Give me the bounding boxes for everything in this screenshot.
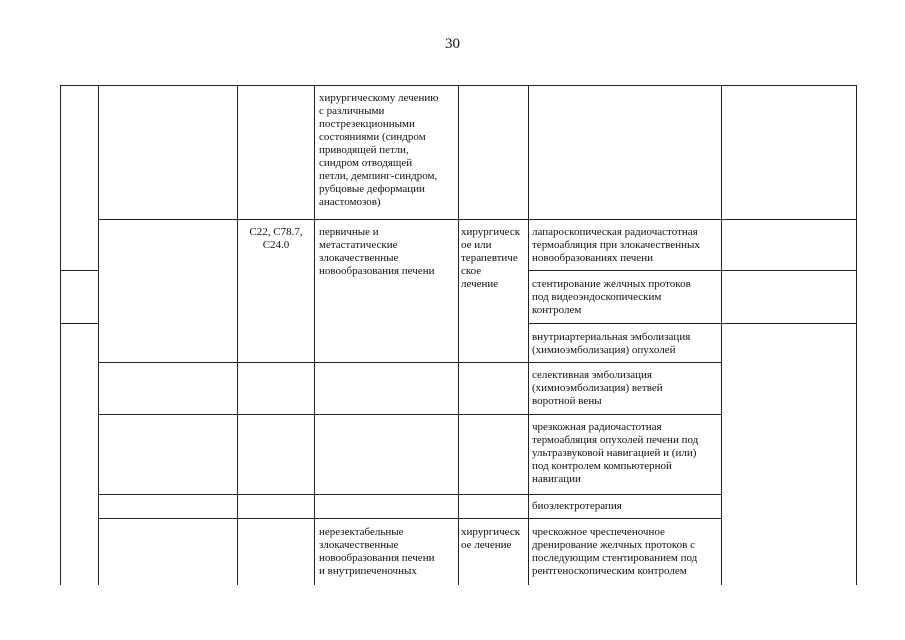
column-divider-1 bbox=[98, 85, 99, 585]
row-divider bbox=[98, 219, 857, 220]
diagnosis-cell: хирургическому лечению с различными пострезекционными состояниями (синдром приводящей петли, синдром отводящей петли, демпинг-синдром, рубцовые деформации анастомозов) bbox=[319, 92, 439, 208]
column-divider-3 bbox=[314, 85, 315, 585]
column-divider-2 bbox=[237, 85, 238, 585]
method-cell: биоэлектротерапия bbox=[532, 500, 622, 512]
row-divider bbox=[60, 270, 98, 271]
method-cell: чрезкожная радиочастотная термоабляция опухолей печени под ультразвуковой навигацией и (или) под контролем компьютерной навигации bbox=[532, 421, 699, 485]
row-divider bbox=[98, 414, 721, 415]
diagnosis-cell: нерезектабельные злокачественные новообразования печени и внутрипеченочных bbox=[319, 526, 435, 577]
method-cell: внутриартериальная эмболизация (химиоэмболизация) опухолей bbox=[532, 331, 691, 356]
icd-code-cell: C22, C78.7, C24.0 bbox=[249, 226, 303, 251]
method-cell: лапароскопическая радиочастотная термоабляция при злокачественных новообразованиях печени bbox=[532, 226, 700, 264]
column-divider-4 bbox=[458, 85, 459, 585]
table-border-left bbox=[60, 85, 61, 585]
row-divider bbox=[98, 518, 721, 519]
row-divider bbox=[528, 270, 857, 271]
column-divider-5 bbox=[528, 85, 529, 585]
diagnosis-cell: первичные и метастатические злокачественные новообразования печени bbox=[319, 226, 435, 277]
method-cell: чрескожное чреспеченочное дренирование желчных протоков с последующим стентированием под рентгеноскопическим контролем bbox=[532, 526, 698, 577]
treatment-type-cell: хирургическ ое лечение bbox=[461, 526, 521, 551]
row-divider bbox=[528, 323, 857, 324]
method-cell: селективная эмболизация (химиоэмболизация) ветвей воротной вены bbox=[532, 369, 663, 407]
table-border-right bbox=[856, 85, 857, 585]
page-number: 30 bbox=[445, 36, 460, 52]
treatment-type-cell: хирургическ ое или терапевтиче ское лечение bbox=[461, 226, 521, 290]
row-divider bbox=[60, 323, 98, 324]
row-divider bbox=[98, 362, 721, 363]
table-border-top bbox=[60, 85, 857, 86]
row-divider bbox=[98, 494, 721, 495]
method-cell: стентирование желчных протоков под видеоэндоскопическим контролем bbox=[532, 278, 691, 316]
